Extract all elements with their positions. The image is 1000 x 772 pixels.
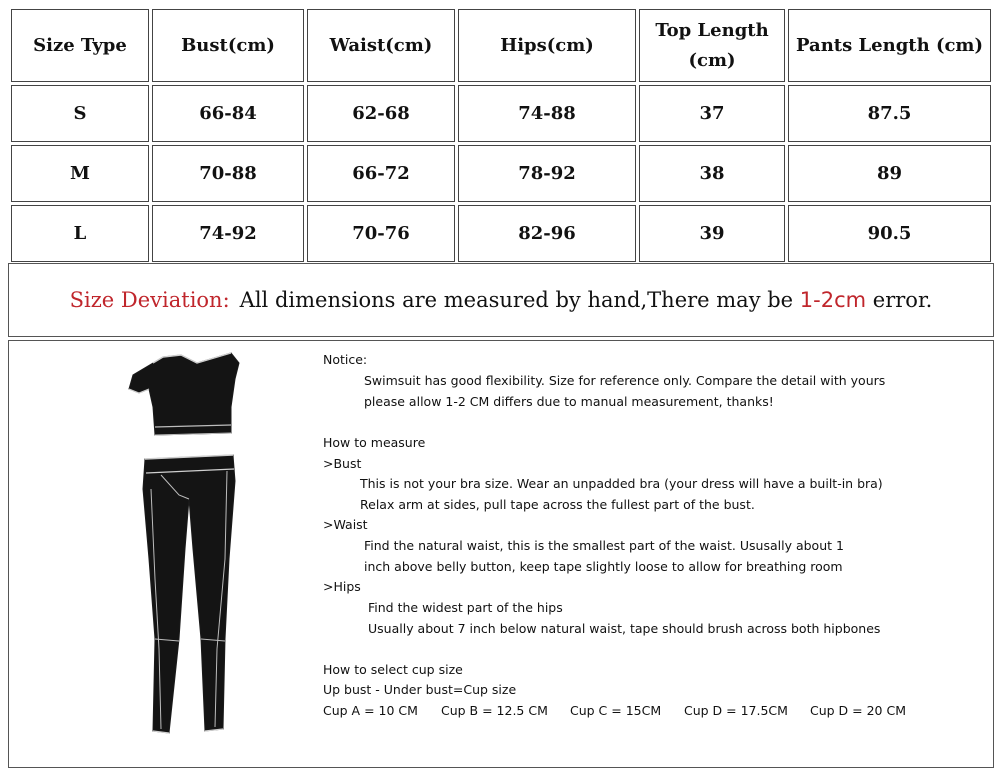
cell-size: M bbox=[11, 145, 149, 202]
how-to-measure-title: How to measure bbox=[323, 435, 426, 450]
notice-line: Swimsuit has good flexibility. Size for reference only. Compare the detail with yours bbox=[364, 373, 886, 388]
cell-pants-length: 87.5 bbox=[788, 85, 991, 142]
table-header-row bbox=[11, 9, 991, 82]
bust-instruction: This is not your bra size. Wear an unpadded bra (your dress will have a built-in bra) bbox=[360, 476, 883, 491]
cell-size: L bbox=[11, 205, 149, 262]
deviation-range: 1-2cm bbox=[799, 288, 867, 312]
deviation-text: All dimensions are measured by hand,There may be bbox=[239, 288, 794, 312]
outfit-product-image bbox=[99, 349, 299, 744]
cell-pants-length: 89 bbox=[788, 145, 991, 202]
cup-size-formula: Up bust - Under bust=Cup size bbox=[323, 682, 517, 697]
cell-waist: 66-72 bbox=[307, 145, 455, 202]
cup-size-b: Cup B = 12.5 CM bbox=[441, 703, 548, 718]
notice-panel bbox=[8, 340, 994, 768]
cell-hips: 82-96 bbox=[458, 205, 636, 262]
cup-size-d: Cup D = 17.5CM bbox=[684, 703, 788, 718]
cell-bust: 66-84 bbox=[152, 85, 304, 142]
cell-bust: 74-92 bbox=[152, 205, 304, 262]
notice-line: please allow 1-2 CM differs due to manual measurement, thanks! bbox=[364, 394, 774, 409]
deviation-suffix: error. bbox=[872, 288, 933, 312]
header-size-type: Size Type bbox=[11, 9, 149, 82]
hips-instruction: Usually about 7 inch below natural waist, tape should brush across both hipbones bbox=[368, 621, 881, 636]
deviation-label: Size Deviation: bbox=[69, 288, 230, 312]
header-hips: Hips(cm) bbox=[458, 9, 636, 82]
table-row bbox=[11, 145, 991, 202]
cup-size-title: How to select cup size bbox=[323, 662, 463, 677]
header-pants-length: Pants Length (cm) bbox=[788, 9, 991, 82]
cell-waist: 70-76 bbox=[307, 205, 455, 262]
cell-hips: 78-92 bbox=[458, 145, 636, 202]
header-waist: Waist(cm) bbox=[307, 9, 455, 82]
cell-top-length: 38 bbox=[639, 145, 785, 202]
header-bust: Bust(cm) bbox=[152, 9, 304, 82]
hips-instruction: Find the widest part of the hips bbox=[368, 600, 563, 615]
cell-size: S bbox=[11, 85, 149, 142]
bust-instruction: Relax arm at sides, pull tape across the fullest part of the bust. bbox=[360, 497, 755, 512]
cup-size-d-large: Cup D = 20 CM bbox=[810, 703, 906, 718]
header-top-length: Top Length (cm) bbox=[639, 9, 785, 82]
bust-heading: >Bust bbox=[323, 456, 362, 471]
size-chart-table bbox=[8, 6, 994, 265]
cell-top-length: 39 bbox=[639, 205, 785, 262]
table-row bbox=[11, 85, 991, 142]
waist-instruction: Find the natural waist, this is the smallest part of the waist. Ususally about 1 bbox=[364, 538, 844, 553]
cell-pants-length: 90.5 bbox=[788, 205, 991, 262]
notice-title: Notice: bbox=[323, 352, 368, 367]
hips-heading: >Hips bbox=[323, 579, 361, 594]
cell-hips: 74-88 bbox=[458, 85, 636, 142]
waist-heading: >Waist bbox=[323, 517, 368, 532]
cell-waist: 62-68 bbox=[307, 85, 455, 142]
size-deviation-note bbox=[8, 263, 994, 337]
cup-size-c: Cup C = 15CM bbox=[570, 703, 662, 718]
cell-bust: 70-88 bbox=[152, 145, 304, 202]
cell-top-length: 37 bbox=[639, 85, 785, 142]
waist-instruction: inch above belly button, keep tape slightly loose to allow for breathing room bbox=[364, 559, 843, 574]
table-row bbox=[11, 205, 991, 262]
cup-size-a: Cup A = 10 CM bbox=[323, 703, 418, 718]
